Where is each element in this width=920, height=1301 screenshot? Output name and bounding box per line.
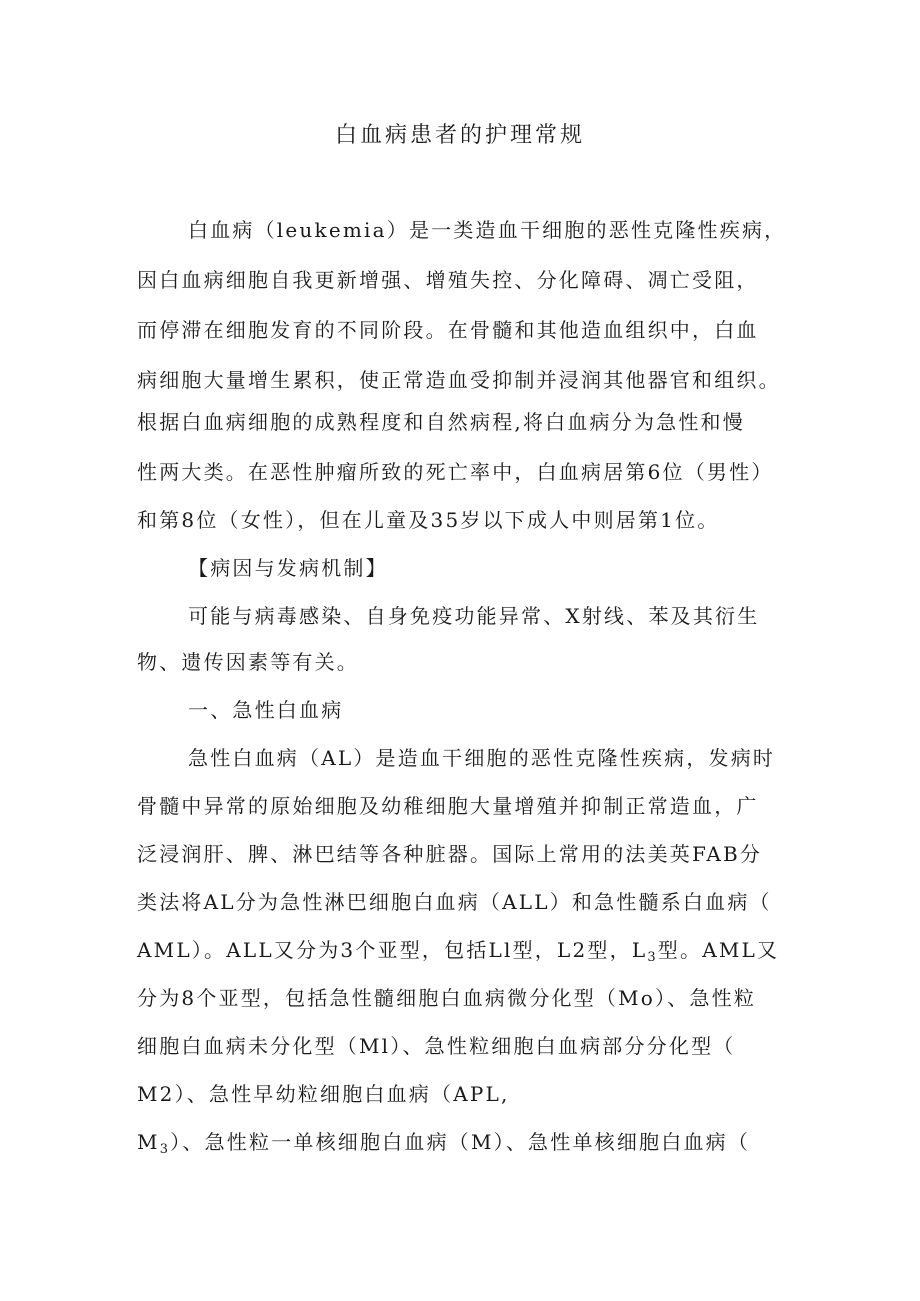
paragraph-line: 分为8个亚型，包括急性髓细胞白血病微分化型（Mo）、急性粒 [137, 986, 757, 1010]
line-segment: M [137, 1130, 160, 1154]
subsection-heading: 一、急性白血病 [188, 698, 344, 722]
paragraph-line: 类法将AL分为急性淋巴细胞白血病（ALL）和急性髓系白血病（ [137, 890, 772, 914]
paragraph-line: 根据白血病细胞的成熟程度和自然病程,将白血病分为急性和慢 [137, 410, 745, 434]
paragraph-line: 急性白血病（AL）是造血干细胞的恶性克隆性疾病，发病时 [188, 746, 776, 770]
paragraph-line: 细胞白血病未分化型（Ml）、急性粒细胞白血病部分分化型（ [137, 1034, 736, 1058]
paragraph-line: 泛浸润肝、脾、淋巴结等各种脏器。国际上常用的法美英FAB分 [137, 842, 763, 866]
line-segment: ）、急性粒一单核细胞白血病（M）、急性单核细胞白血病（ [170, 1130, 751, 1154]
paragraph-line: M2）、急性早幼粒细胞白血病（APL, [137, 1082, 510, 1106]
paragraph-line: 骨髓中异常的原始细胞及幼稚细胞大量增殖并抑制正常造血，广 [137, 794, 759, 818]
paragraph-line [137, 938, 797, 965]
paragraph-line: 因白血病细胞自我更新增强、增殖失控、分化障碍、凋亡受阻， [137, 268, 759, 292]
paragraph-line: 白血病（leukemia）是一类造血干细胞的恶性克隆性疾病， [188, 218, 787, 242]
paragraph-line: 而停滞在细胞发育的不同阶段。在骨髓和其他造血组织中，白血 [137, 318, 759, 342]
line-segment: AML）。ALL又分为3个亚型，包括Ll型，L2型，L [137, 938, 648, 962]
paragraph-line: 可能与病毒感染、自身免疫功能异常、X射线、苯及其衍生 [188, 604, 760, 628]
paragraph-line: 性两大类。在恶性肿瘤所致的死亡率中，白血病居第6位（男性） [137, 460, 774, 484]
subscript: 3 [159, 1142, 171, 1157]
paragraph-line: 和第8位（女性），但在儿童及35岁以下成人中则居第1位。 [137, 508, 720, 532]
paragraph-line: 病细胞大量增生累积，使正常造血受抑制并浸润其他器官和组织。 [137, 368, 781, 392]
paragraph-line: 物、遗传因素等有关。 [137, 650, 359, 674]
line-segment: 型。AML又 [657, 938, 780, 962]
paragraph-line [137, 1130, 797, 1157]
subscript: 3 [647, 950, 658, 965]
document-title: 白血病患者的护理常规 [334, 123, 585, 148]
section-heading: 【病因与发病机制】 [188, 556, 388, 580]
